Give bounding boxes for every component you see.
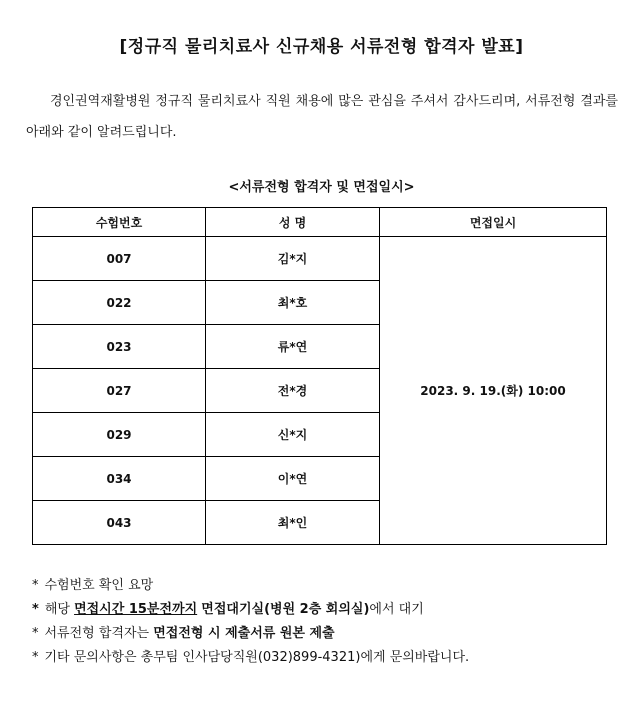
name-cell: 최*인 — [206, 501, 380, 545]
bullet-mark: * — [32, 602, 39, 617]
interview-datetime-cell: 2023. 9. 19.(화) 10:00 — [380, 237, 607, 545]
exam-number-cell: 022 — [33, 281, 206, 325]
note-text: 수험번호 확인 요망 — [44, 578, 154, 593]
notes-list — [32, 574, 622, 670]
table-row — [33, 237, 607, 281]
note-item — [32, 598, 622, 622]
note-text: 서류전형 합격자는 — [44, 626, 154, 641]
name-cell: 최*호 — [206, 281, 380, 325]
note-item — [32, 646, 622, 670]
note-text: 에서 대기 — [369, 602, 424, 617]
exam-number-cell: 023 — [33, 325, 206, 369]
exam-number-cell: 007 — [33, 237, 206, 281]
header-interview-datetime: 면접일시 — [380, 208, 607, 237]
note-emphasis: 면접대기실(병원 2층 회의실) — [201, 602, 370, 617]
note-item — [32, 574, 622, 598]
table-header-row — [33, 208, 607, 237]
name-cell: 류*연 — [206, 325, 380, 369]
note-item — [32, 622, 622, 646]
applicant-table — [32, 207, 607, 545]
bullet-mark: * — [32, 650, 39, 665]
name-cell: 이*연 — [206, 457, 380, 501]
name-cell: 김*지 — [206, 237, 380, 281]
note-text: 해당 — [44, 602, 75, 617]
notice-title: [정규직 물리치료사 신규채용 서류전형 합격자 발표] — [119, 37, 524, 57]
bullet-mark: * — [32, 578, 39, 593]
note-text: 기타 문의사항은 총무팀 인사담당직원(032)899-4321)에게 문의바랍니다. — [44, 650, 470, 665]
header-exam-number: 수험번호 — [33, 208, 206, 237]
exam-number-cell: 043 — [33, 501, 206, 545]
name-cell: 신*지 — [206, 413, 380, 457]
header-name: 성 명 — [206, 208, 380, 237]
name-cell: 전*경 — [206, 369, 380, 413]
exam-number-cell: 027 — [33, 369, 206, 413]
note-emphasis: 면접전형 시 제출서류 원본 제출 — [153, 626, 335, 641]
bullet-mark: * — [32, 626, 39, 641]
table-caption: <서류전형 합격자 및 면접일시> — [228, 180, 415, 195]
intro-paragraph: 경인권역재활병원 정규직 물리치료사 직원 채용에 많은 관심을 주셔서 감사드리며, 서류전형 결과를 아래와 같이 알려드립니다. — [26, 94, 618, 140]
note-emphasis: 면접시간 15분전까지 — [74, 602, 198, 617]
exam-number-cell: 029 — [33, 413, 206, 457]
exam-number-cell: 034 — [33, 457, 206, 501]
